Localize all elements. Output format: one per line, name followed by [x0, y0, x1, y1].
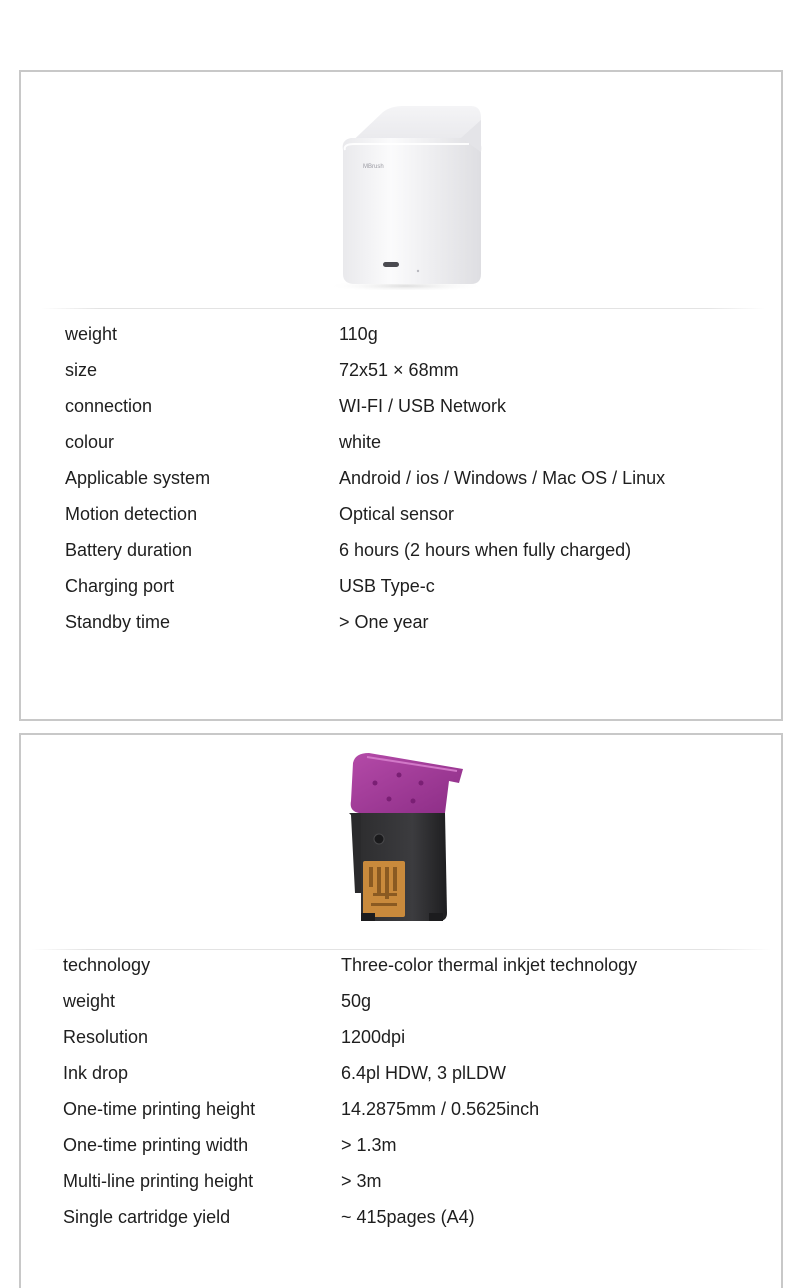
spec-value: > One year [339, 611, 429, 632]
ink-cartridge-product-image [333, 753, 473, 933]
spec-value: 1200dpi [341, 1026, 406, 1047]
spec-value: WI-FI / USB Network [339, 395, 507, 416]
spec-label: Ink drop [63, 1062, 129, 1083]
spec-row [65, 568, 765, 604]
spec-value: 6.4pl HDW, 3 plLDW [341, 1062, 507, 1083]
spec-label: Charging port [65, 575, 175, 596]
spec-label: weight [63, 990, 116, 1011]
spec-label: size [65, 359, 98, 380]
spec-row [65, 316, 765, 352]
spec-value: 72x51 × 68mm [339, 359, 459, 380]
spec-row [65, 352, 765, 388]
printer-product-image [321, 90, 491, 290]
spec-value: USB Type-c [339, 575, 435, 596]
spec-label: technology [63, 954, 151, 975]
spec-row [65, 496, 765, 532]
spec-label: Resolution [63, 1026, 149, 1047]
spec-row [65, 532, 765, 568]
spec-row [65, 424, 765, 460]
spec-label: One-time printing height [63, 1098, 256, 1119]
spec-label: Battery duration [65, 539, 193, 560]
spec-value: Three-color thermal inkjet technology [341, 954, 638, 975]
spec-label: Motion detection [65, 503, 198, 524]
spec-label: colour [65, 431, 115, 452]
printer-spec-card [19, 70, 783, 721]
spec-row [65, 460, 765, 496]
spec-value: ~ 415pages (A4) [341, 1206, 475, 1227]
spec-row [63, 1127, 763, 1163]
spec-row [63, 983, 763, 1019]
spec-row [65, 604, 765, 640]
spec-label: Standby time [65, 611, 171, 632]
spec-value: 50g [341, 990, 372, 1011]
spec-value: > 1.3m [341, 1134, 397, 1155]
spec-value: 110g [339, 323, 378, 344]
spec-value: 14.2875mm / 0.5625inch [341, 1098, 540, 1119]
section-divider [41, 308, 765, 309]
spec-label: Single cartridge yield [63, 1206, 231, 1227]
spec-label: connection [65, 395, 153, 416]
spec-value: Android / ios / Windows / Mac OS / Linux [339, 467, 666, 488]
spec-label: weight [65, 323, 118, 344]
spec-value: Optical sensor [339, 503, 455, 524]
spec-label: Applicable system [65, 467, 211, 488]
spec-row [63, 1163, 763, 1199]
spec-value: 6 hours (2 hours when fully charged) [339, 539, 632, 560]
spec-value: > 3m [341, 1170, 382, 1191]
spec-row [63, 1091, 763, 1127]
spec-row [63, 1019, 763, 1055]
spec-row [63, 947, 763, 983]
spec-row [63, 1055, 763, 1091]
spec-label: Multi-line printing height [63, 1170, 254, 1191]
cartridge-spec-card [19, 733, 783, 1288]
printer-brand-text: MBrush [363, 164, 384, 170]
spec-label: One-time printing width [63, 1134, 249, 1155]
spec-row [65, 388, 765, 424]
spec-row [63, 1199, 763, 1235]
spec-value: white [339, 431, 382, 452]
